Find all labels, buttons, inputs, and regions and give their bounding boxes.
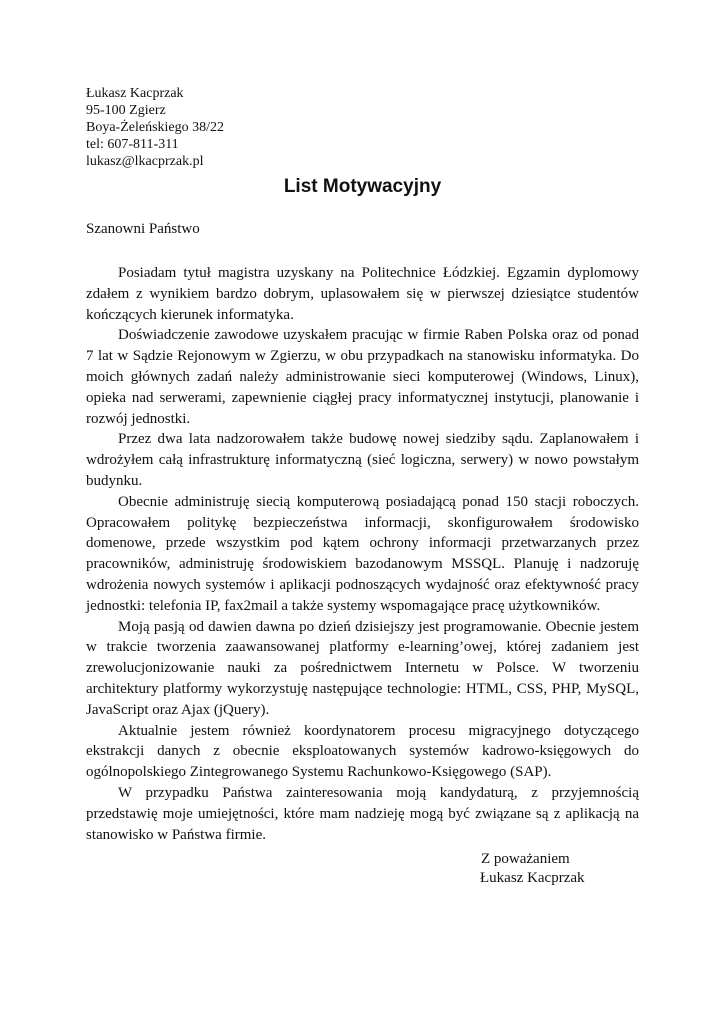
- sender-email: lukasz@lkacprzak.pl: [86, 154, 204, 169]
- closing-salutation: Z poważaniem: [481, 851, 570, 867]
- paragraph-court-building: Przez dwa lata nadzorowałem także budowę nowej siedziby sądu. Zaplanowałem i wdrożyłem całą infrastrukturę informatyczną (sieć logiczna, serwery) w nowo powstałym budynku.: [86, 431, 639, 489]
- paragraph-migration: Aktualnie jestem również koordynatorem procesu migracyjnego dotyczącego ekstrakcji danych z obecnie eksploatowanych systemów kadrowo-księgowych do ogólnopolskiego Zintegrowanego Systemu Rachunkowo-Księgowego (SAP).: [86, 722, 639, 781]
- sender-address-block: [86, 85, 224, 170]
- letter-greeting: Szanowni Państwo: [86, 221, 200, 237]
- sender-street: Boya-Żeleńskiego 38/22: [86, 120, 225, 135]
- paragraph-closing-offer: W przypadku Państwa zainteresowania moją kandydaturą, z przyjemnością przedstawię moje umiejętności, które mam nadzieję mogą być związane są z aplikacją na stanowisko w Państwa firmie.: [86, 784, 639, 843]
- sender-postal-city: 95-100 Zgierz: [86, 103, 166, 118]
- paragraph-experience: Doświadczenie zawodowe uzyskałem pracując w firmie Raben Polska oraz od ponad 7 lat w Sądzie Rejonowym w Zgierzu, w obu przypadkach na stanowisku informatyka. Do moich głównych zadań należy administrowanie sieci komputerowej (Windows, Linux), opieka nad serwerami, zapewnienie ciągłej pracy informatycznej instytucji, planowanie i rozwój jednostki.: [86, 327, 639, 427]
- paragraph-programming: Moją pasją od dawien dawna po dzień dzisiejszy jest programowanie. Obecnie jestem w trakcie tworzenia zaawansowanej platformy e-learning’owej, której zadaniem jest zrewolucjonizowanie nauki za pośrednictwem Internetu w Polsce. W tworzeniu architektury platformy wykorzystuję następujące technologie: HTML, CSS, PHP, MySQL, JavaScript oraz Ajax (jQuery).: [86, 618, 639, 718]
- closing-signature-name: Łukasz Kacprzak: [480, 870, 585, 886]
- paragraph-education: Posiadam tytuł magistra uzyskany na Politechnice Łódzkiej. Egzamin dyplomowy zdałem z wynikiem bardzo dobrym, uplasowałem się w pierwszej dziesiątce studentów kończących kierunek informatyka.: [86, 265, 639, 323]
- letter-title: List Motywacyjny: [283, 176, 442, 197]
- letter-closing: [480, 850, 585, 888]
- letter-body: [86, 263, 639, 845]
- sender-name: Łukasz Kacprzak: [86, 86, 184, 101]
- sender-phone: tel: 607-811-311: [86, 137, 179, 152]
- paragraph-current-admin: Obecnie administruję siecią komputerową posiadającą ponad 150 stacji roboczych. Opracowałem politykę bezpieczeństwa informacji, skonfigurowałem środowisko domenowe, przede wszystkim pod kątem ochrony informacji przetwarzanych przez pracowników, administruję środowiskiem bazodanowym MSSQL. Planuję i nadzoruję wdrożenia nowych systemów i aplikacji podnoszących wydajność oraz efektywność pracy jednostki: telefonia IP, fax2mail a także systemy wspomagające pracę użytkowników.: [86, 493, 639, 614]
